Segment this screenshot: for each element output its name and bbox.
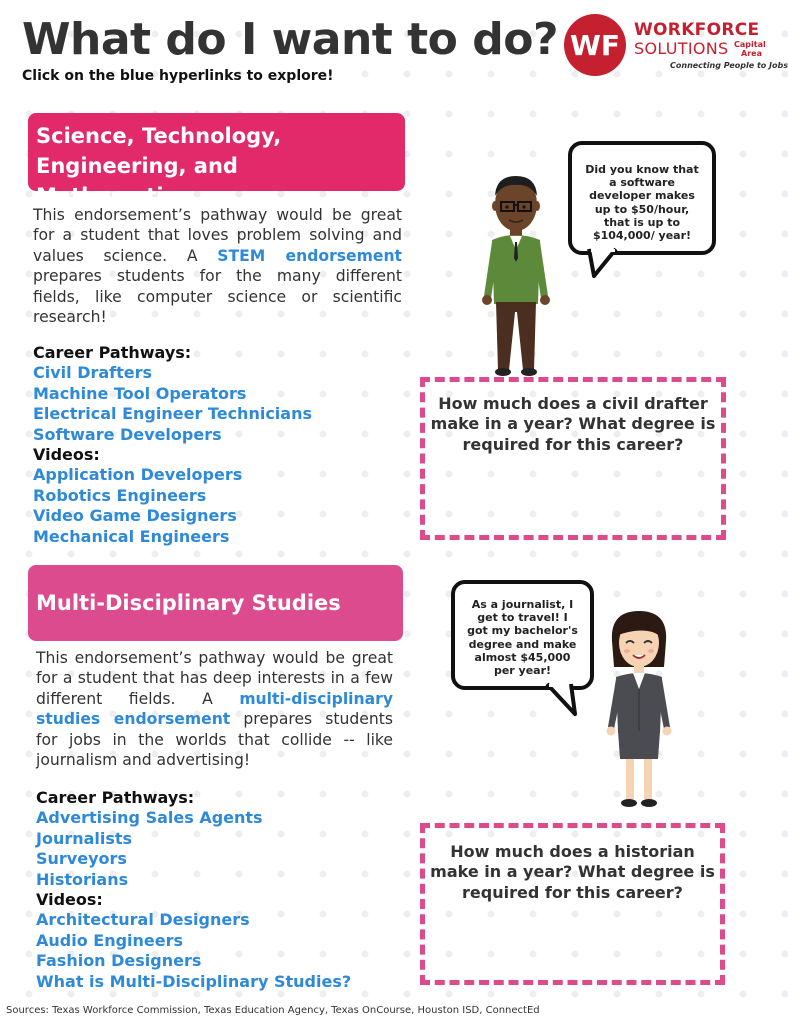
stem-question-box <box>420 377 726 540</box>
logo-tagline: Connecting People to Jobs <box>670 61 788 70</box>
stem-banner-line-2: Engineering, and Mathematics <box>36 154 238 208</box>
logo-area: Area <box>741 49 762 58</box>
sources-footer: Sources: Texas Workforce Commission, Texas Education Agency, Texas OnCourse, Houston ISD, ConnectEd <box>6 1005 540 1016</box>
stem-videos-heading: Videos: <box>33 445 100 465</box>
link-electrical-engineer-technicians[interactable]: Electrical Engineer Technicians <box>33 404 312 424</box>
link-machine-tool-operators[interactable]: Machine Tool Operators <box>33 383 247 403</box>
page-title: What do I want to do? <box>22 14 558 65</box>
man-with-glasses-illustration <box>478 172 554 378</box>
link-video-game-designers[interactable]: Video Game Designers <box>33 506 237 526</box>
mds-question-text: How much does a historian make in a year? What degree is required for this career? <box>430 842 715 902</box>
stem-question-text: How much does a civil drafter make in a year? What degree is required for this career? <box>430 394 716 454</box>
link-video-robotics-engineers[interactable]: Robotics Engineers <box>33 485 207 505</box>
stem-para-text-1: This endorsement’s pathway would be great for a student that loves problem solving and values science. A <box>33 206 402 265</box>
speech-bubble-tail-icon <box>545 684 579 718</box>
woman-in-suit-illustration <box>604 607 674 811</box>
speech-bubble-tail-icon <box>586 249 620 279</box>
link-video-architectural-designers[interactable]: Architectural Designers <box>36 910 250 930</box>
link-civil-drafters[interactable]: Civil Drafters <box>33 363 153 383</box>
mds-banner-title: Multi-Disciplinary Studies <box>36 591 341 615</box>
mds-bubble-text: As a journalist, I get to travel! I got my bachelor's degree and make almost $45,000 per year! <box>467 598 578 678</box>
logo-line-2: SOLUTIONS <box>634 39 729 58</box>
logo-mark-icon: WF <box>564 14 626 76</box>
stem-section-banner <box>28 113 405 208</box>
link-advertising-sales-agents[interactable]: Advertising Sales Agents <box>36 808 263 828</box>
mds-description <box>36 648 393 770</box>
stem-endorsement-link[interactable]: STEM endorsement <box>217 246 403 265</box>
mds-section-banner <box>28 565 403 641</box>
link-surveyors[interactable]: Surveyors <box>36 849 127 869</box>
mds-videos-heading: Videos: <box>36 890 103 910</box>
mds-endorsement-link[interactable]: multi-disciplinary studies endorsement <box>36 689 393 729</box>
mds-links-list <box>36 788 351 992</box>
logo-capital-area <box>734 40 766 58</box>
mds-career-heading: Career Pathways: <box>36 788 195 807</box>
link-video-mechanical-engineers[interactable]: Mechanical Engineers <box>33 526 230 546</box>
stem-speech-bubble <box>568 141 716 255</box>
mds-para-text-1: This endorsement’s pathway would be great for a student that has deep interests in a few different fields. A <box>36 649 393 708</box>
logo-capital: Capital <box>734 40 766 49</box>
link-video-application-developers[interactable]: Application Developers <box>33 465 243 485</box>
logo-line-1: WORKFORCE <box>634 20 760 40</box>
link-video-what-is-mds[interactable]: What is Multi-Disciplinary Studies? <box>36 971 352 991</box>
mds-question-box <box>420 823 725 985</box>
stem-description <box>33 205 402 327</box>
link-video-audio-engineers[interactable]: Audio Engineers <box>36 930 184 950</box>
mds-para-text-2: prepares students for jobs in the worlds that collide -- like journalism and advertising! <box>36 710 393 770</box>
mds-speech-bubble <box>451 580 594 690</box>
stem-para-text-2: prepares students for the many different fields, like computer science or scientific research! <box>33 267 402 327</box>
link-video-fashion-designers[interactable]: Fashion Designers <box>36 951 202 971</box>
stem-career-heading: Career Pathways: <box>33 343 192 362</box>
page-subtitle: Click on the blue hyperlinks to explore! <box>22 68 334 84</box>
stem-links-list <box>33 343 312 547</box>
workforce-solutions-logo <box>562 12 788 82</box>
link-historians[interactable]: Historians <box>36 869 129 889</box>
link-journalists[interactable]: Journalists <box>36 828 133 848</box>
link-software-developers[interactable]: Software Developers <box>33 424 222 444</box>
stem-banner-line-1: Science, Technology, <box>36 124 282 148</box>
stem-bubble-text: Did you know that a software developer makes up to $50/hour, that is up to $104,000/ year! <box>585 163 699 243</box>
